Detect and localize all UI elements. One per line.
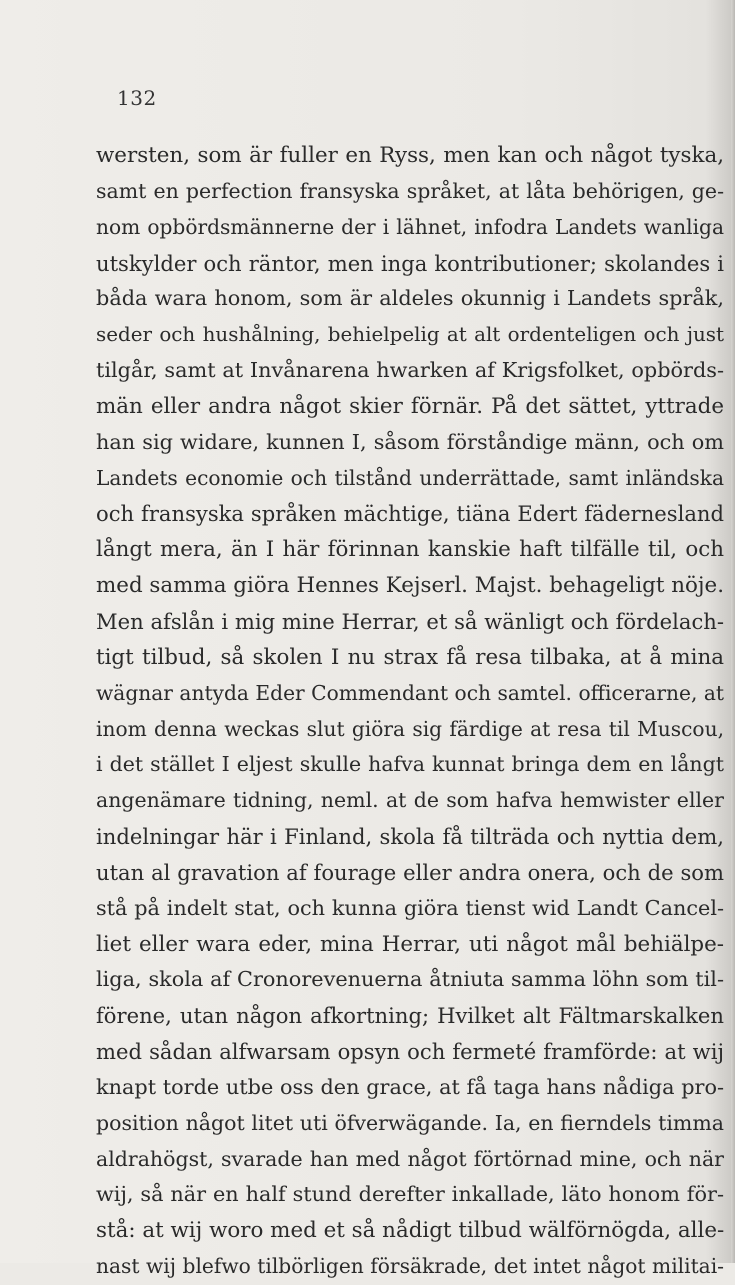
text-line: män eller andra något skier förnär. På det sättet, yttrade bbox=[96, 393, 724, 419]
text-line: aldrahögst, svarade han med något förtörnad mine, och när bbox=[96, 1146, 724, 1171]
text-line: och fransyska språken mächtige, tiäna Edert fäderneslаnd bbox=[96, 501, 724, 527]
text-line: i det stället I eljest skulle hafva kunnat bringa dem en långt bbox=[96, 752, 724, 777]
body-text bbox=[96, 138, 724, 1285]
text-line: utan al gravation af fourage eller andra onera, och de som bbox=[96, 859, 724, 885]
text-line: liet eller wara eder, mina Herrar, uti något mål behiälpe- bbox=[96, 931, 724, 957]
text-line: nast wij blefwo tilbörligen försäkrade, det intet något militai- bbox=[96, 1254, 724, 1279]
text-line: tigt tilbud, så skolen I nu strax få resa tilbaka, at å mina bbox=[96, 644, 724, 670]
text-line: inom denna weckas slut giöra sig färdige at resa til Muscou, bbox=[96, 716, 724, 741]
text-line: tilgår, samt at Invånarena hwarken af Krigsfolket, opbörds- bbox=[96, 358, 724, 383]
text-line: wägnar antyda Eder Commendant och samtel. officerarne, at bbox=[96, 680, 724, 705]
page-number: 132 bbox=[117, 86, 157, 110]
text-line: båda wara honom, som är aldeles okunnig i Landets språk, bbox=[96, 286, 724, 311]
text-line: angenämare tidning, neml. at de som hafva hemwister eller bbox=[96, 788, 724, 813]
text-line: förene, utan någon afkortning; Hvilket alt Fältmarskalken bbox=[96, 1003, 724, 1029]
text-line: Landets economie och tilstånd underrättade, samt inländska bbox=[96, 465, 724, 490]
text-line: med sådan alfwarsam opsyn och fermeté framförde: at wij bbox=[96, 1039, 724, 1065]
text-line: han sig widare, kunnen I, såsom förståndige männ, och om bbox=[96, 429, 724, 454]
text-line: wersten, som är fuller en Ryss, men kan och något tyska, bbox=[96, 143, 724, 168]
text-line: knapt torde utbe oss den grace, at få taga hans nådiga pro- bbox=[96, 1074, 724, 1099]
text-line: stå på indelt stat, och kunna giöra tienst wid Landt Cancel- bbox=[96, 895, 724, 920]
text-line: liga, skola af Cronorevenuerna åtniuta samma löhn som til- bbox=[96, 967, 724, 992]
text-line: utskylder och räntor, men inga kontributioner; skolandes i bbox=[96, 250, 724, 276]
text-line: position något litet uti öfverwägande. Ia, en fierndels timma bbox=[96, 1110, 724, 1135]
text-line: med samma giöra Hennes Kejserl. Majst. behageligt nöje. bbox=[96, 573, 724, 599]
text-line: seder och hushålning, behielpelig at alt ordenteligen och just bbox=[96, 323, 724, 347]
page-edge bbox=[731, 0, 735, 1263]
text-line: nom opbördsmännerne der i lähnet, infodra Landets wanliga bbox=[96, 214, 724, 239]
text-line: långt mera, än I här förinnan kanskie haft tilfälle til, och bbox=[96, 537, 724, 563]
text-line: samt en perfection fransyska språket, at låta behörigen, ge- bbox=[96, 178, 724, 203]
text-line: wij, så när en half stund derefter inkallade, läto honom för- bbox=[96, 1182, 724, 1207]
text-line: Men afslån i mig mine Herrar, et så wänligt och fördelach- bbox=[96, 608, 724, 634]
text-line: indelningar här i Finland, skola få tilträda och nyttia dem, bbox=[96, 824, 724, 850]
text-line: stå: at wij woro med et så nådigt tilbud wälförnögda, alle- bbox=[96, 1218, 724, 1244]
